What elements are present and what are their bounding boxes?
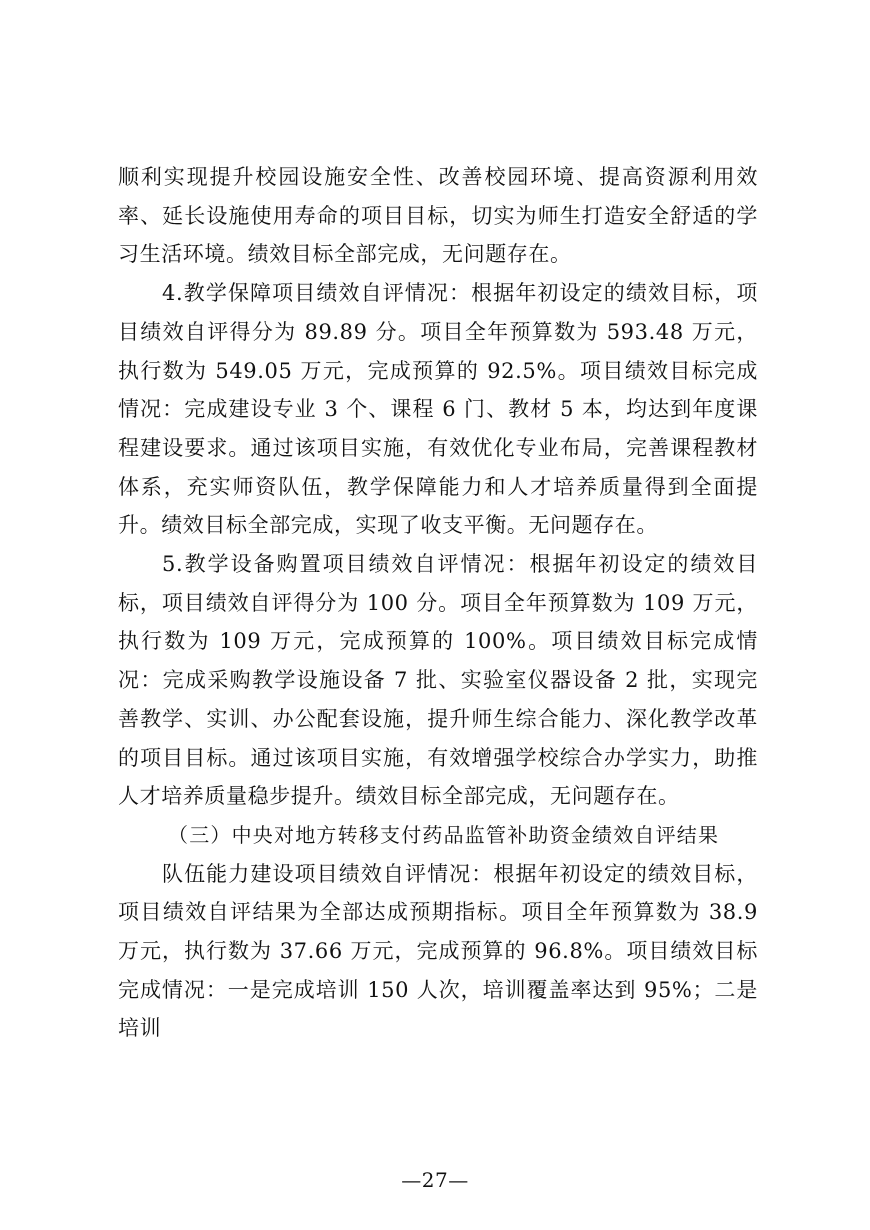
- page-number: —27—: [401, 1168, 469, 1192]
- paragraph-teaching-support: 4.教学保障项目绩效自评情况：根据年初设定的绩效目标，项目绩效自评得分为 89.89 分。项目全年预算数为 593.48 万元，执行数为 549.05 万元，完成预算的 92.5%。项目绩效目标完成情况：完成建设专业 3 个、课程 6 门、教材 5 本，均达到年度课程建设要求。通过该项目实施，有效优化专业布局，完善课程教材体系，充实师资队伍，教学保障能力和人才培养质量得到全面提升。绩效目标全部完成，实现了收支平衡。无问题存在。: [118, 281, 758, 538]
- paragraph-continuation: 顺利实现提升校园设施安全性、改善校园环境、提高资源利用效率、延长设施使用寿命的项目目标，切实为师生打造安全舒适的学习生活环境。绩效目标全部完成，无问题存在。: [118, 165, 758, 267]
- body-text: [118, 158, 758, 1048]
- paragraph-equipment-purchase: 5.教学设备购置项目绩效自评情况：根据年初设定的绩效目标，项目绩效自评得分为 100 分。项目全年预算数为 109 万元，执行数为 109 万元，完成预算的 100%。项目绩效目标完成情况：完成采购教学设施设备 7 批、实验室仪器设备 2 批，实现完善教学、实训、办公配套设施，提升师生综合能力、深化教学改革的项目目标。通过该项目实施，有效增强学校综合办学实力，助推人才培养质量稳步提升。绩效目标全部完成，无问题存在。: [118, 552, 758, 809]
- section-heading: （三）中央对地方转移支付药品监管补助资金绩效自评结果: [168, 822, 720, 847]
- paragraph-team-capacity: 队伍能力建设项目绩效自评情况：根据年初设定的绩效目标，项目绩效自评结果为全部达成预期指标。项目全年预算数为 38.9 万元，执行数为 37.66 万元，完成预算的 96.8%。项目绩效目标完成情况：一是完成培训 150 人次，培训覆盖率达到 95%；二是培训: [118, 861, 758, 1041]
